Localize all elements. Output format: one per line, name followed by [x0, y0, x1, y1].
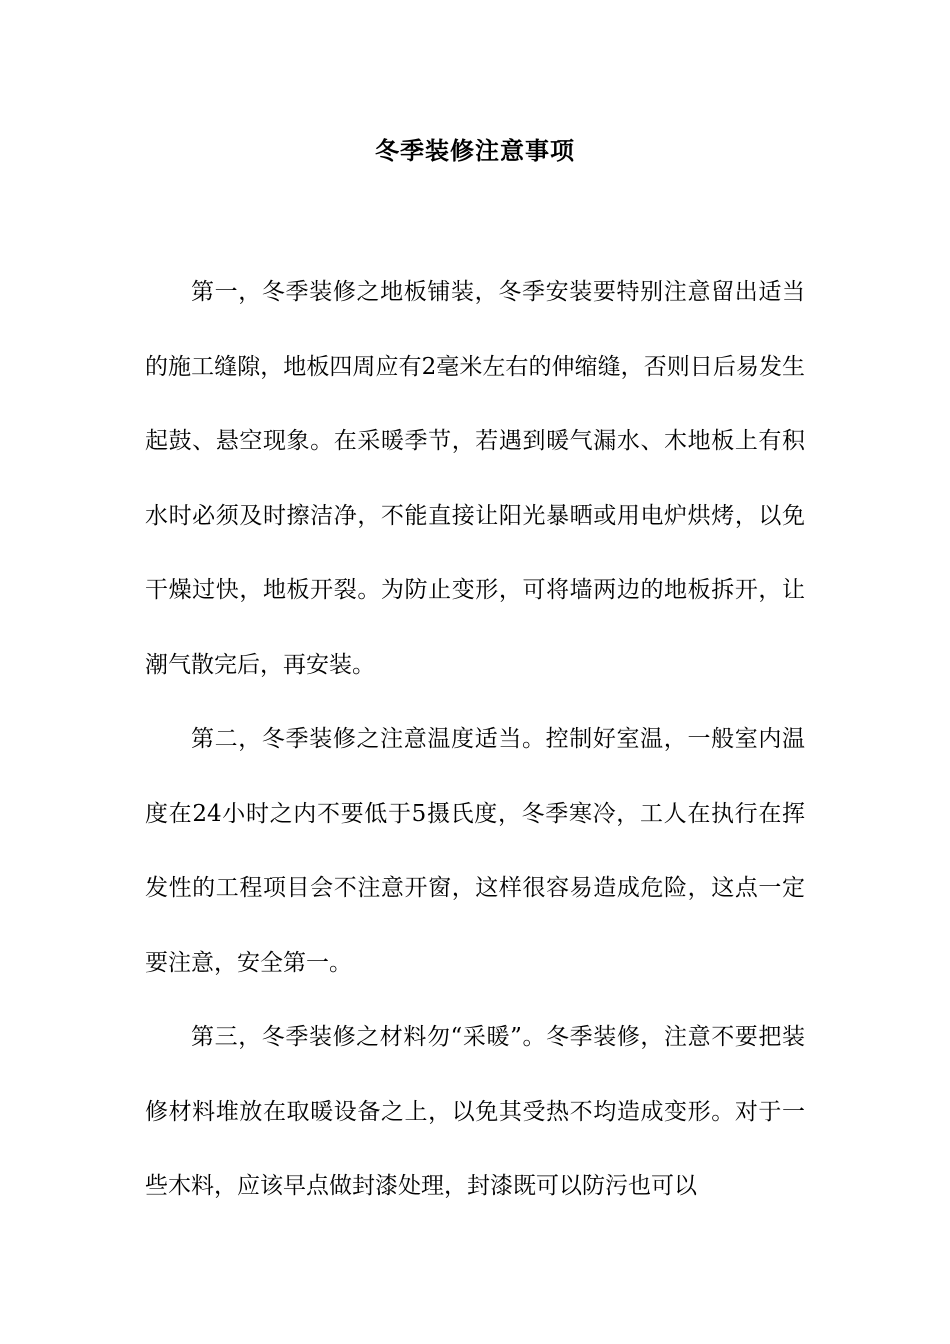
document-title: 冬季装修注意事项: [375, 136, 575, 165]
paragraph-temperature: 第二，冬季装修之注意温度适当。控制好室温，一般室内温度在24小时之内不要低于5摄氏度，冬季寒冷，工人在执行在挥发性的工程项目会不注意开窗，这样很容易造成危险，这点一定要注意，安全第一。: [145, 726, 805, 976]
paragraph-materials: 第三，冬季装修之材料勿“采暖”。冬季装修，注意不要把装修材料堆放在取暖设备之上，以免其受热不均造成变形。对于一些木料，应该早点做封漆处理，封漆既可以防污也可以: [145, 1024, 805, 1199]
document-body: [145, 255, 805, 1224]
paragraph-flooring: 第一，冬季装修之地板铺装，冬季安装要特别注意留出适当的施工缝隙，地板四周应有2毫米左右的伸缩缝，否则日后易发生起鼓、悬空现象。在采暖季节，若遇到暖气漏水、木地板上有积水时必须及时擦洁净，不能直接让阳光暴晒或用电炉烘烤，以免干燥过快，地板开裂。为防止变形，可将墙两边的地板拆开，让潮气散完后，再安装。: [145, 279, 805, 678]
